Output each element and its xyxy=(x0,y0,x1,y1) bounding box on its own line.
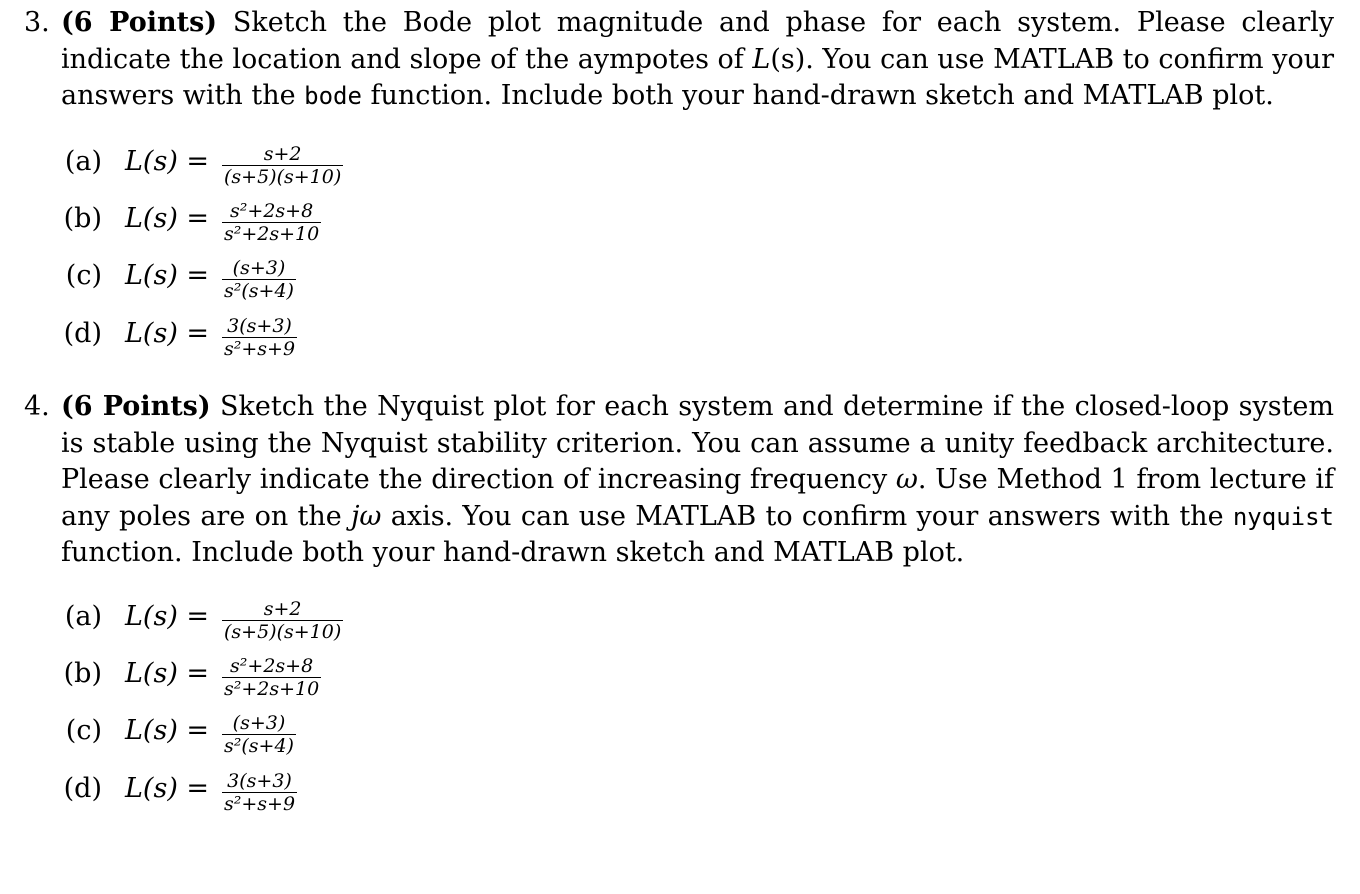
problem-3-part-c xyxy=(0,252,500,304)
problem-4-statement xyxy=(61,389,1334,572)
fraction-numerator: 3(s+3) xyxy=(222,316,297,338)
transfer-function-fraction xyxy=(222,713,296,756)
transfer-function-fraction xyxy=(222,201,321,244)
fraction-numerator: s+2 xyxy=(222,144,343,166)
fraction-numerator: s²+2s+8 xyxy=(222,656,321,678)
part-lhs: L(s) = xyxy=(125,203,210,234)
problem-4-part-c xyxy=(0,707,500,759)
transfer-function-fraction xyxy=(222,144,343,187)
transfer-function-fraction xyxy=(222,258,296,301)
problem-3-part-b xyxy=(0,195,500,247)
transfer-function-fraction xyxy=(222,599,343,642)
fraction-denominator: (s+5)(s+10) xyxy=(224,621,342,643)
transfer-function-fraction xyxy=(222,656,321,699)
problem-3 xyxy=(24,5,1334,115)
part-lhs: L(s) = xyxy=(125,658,210,689)
omega-symbol: ω xyxy=(895,464,918,495)
part-label: (d) xyxy=(63,773,102,804)
part-label: (c) xyxy=(65,715,102,746)
part-lhs: L(s) = xyxy=(125,146,210,177)
part-lhs: L(s) = xyxy=(125,773,210,804)
problem-4-part-d xyxy=(0,765,500,817)
problem-3-number: 3. xyxy=(24,7,50,38)
problem-4-text-d: function. Include both your hand-drawn sketch and MATLAB plot. xyxy=(61,537,965,568)
fraction-denominator: s²+2s+10 xyxy=(224,678,320,700)
problem-3-part-d xyxy=(0,310,500,362)
jw-symbol: jω xyxy=(351,500,382,532)
problem-4 xyxy=(24,389,1334,572)
problem-3-code-word: bode xyxy=(304,82,362,110)
part-lhs: L(s) = xyxy=(125,715,210,746)
part-label: (d) xyxy=(63,318,102,349)
problem-3-text-c: function. Include both your hand-drawn sketch and MATLAB plot. xyxy=(361,80,1274,111)
problem-4-text-a: Sketch the Nyquist plot for each system and determine if the closed-loop system is stable using the Nyquist stability criterion. You can assume a unity feedback architecture. Please clearly indicate the direction of increasing frequency xyxy=(61,391,1334,495)
fraction-numerator: s²+2s+8 xyxy=(222,201,321,223)
problem-4-part-b xyxy=(0,650,500,702)
part-label: (b) xyxy=(63,658,102,689)
fraction-denominator: s²(s+4) xyxy=(224,735,294,757)
problem-4-part-a xyxy=(0,593,500,645)
problem-4-points: (6 Points) xyxy=(61,391,211,422)
fraction-numerator: 3(s+3) xyxy=(222,771,297,793)
problem-3-part-a xyxy=(0,138,500,190)
problem-3-text-b: . You can use MATLAB to confirm your answers with the xyxy=(61,43,1335,111)
part-label: (c) xyxy=(65,260,102,291)
problem-3-L-symbol: L xyxy=(752,43,771,75)
problem-4-text-b: . Use Method 1 from lecture if any poles are on the xyxy=(61,464,1334,532)
part-label: (a) xyxy=(64,146,102,177)
fraction-denominator: s²+2s+10 xyxy=(224,223,320,245)
problem-3-L-arg: (s) xyxy=(770,43,806,75)
part-lhs: L(s) = xyxy=(125,601,210,632)
problem-3-text-a: Sketch the Bode plot magnitude and phase for each system. Please clearly indicate the location and slope of the aympotes of xyxy=(61,7,1335,75)
part-lhs: L(s) = xyxy=(125,260,210,291)
fraction-denominator: (s+5)(s+10) xyxy=(224,166,342,188)
part-label: (a) xyxy=(64,601,102,632)
transfer-function-fraction xyxy=(222,316,297,359)
transfer-function-fraction xyxy=(222,771,297,814)
fraction-numerator: (s+3) xyxy=(222,713,296,735)
fraction-numerator: (s+3) xyxy=(222,258,296,280)
fraction-denominator: s²+s+9 xyxy=(224,338,296,360)
problem-3-statement xyxy=(61,5,1334,115)
fraction-denominator: s²+s+9 xyxy=(224,793,296,815)
part-lhs: L(s) = xyxy=(125,318,210,349)
problem-4-code-word: nyquist xyxy=(1232,502,1334,531)
problem-3-points: (6 Points) xyxy=(61,7,218,38)
fraction-denominator: s²(s+4) xyxy=(224,280,294,302)
fraction-numerator: s+2 xyxy=(222,599,343,621)
problem-4-text-c: axis. You can use MATLAB to confirm your answers with the xyxy=(381,500,1233,532)
part-label: (b) xyxy=(63,203,102,234)
problem-4-number: 4. xyxy=(24,391,50,422)
